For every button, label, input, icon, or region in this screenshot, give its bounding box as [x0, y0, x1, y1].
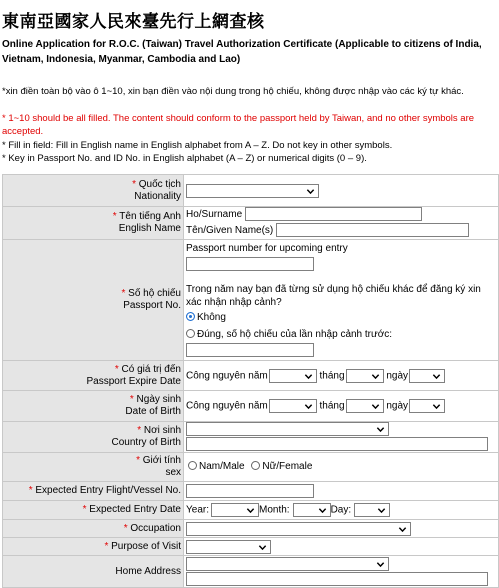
radio-male[interactable]	[188, 461, 197, 470]
note-vietnamese: *xin điền toàn bộ vào ô 1~10, xin bạn điền vào nội dung trong hộ chiếu, không được nhập vào các ký tự khác.	[2, 86, 464, 97]
expire-day-select[interactable]	[409, 369, 445, 383]
home-address-select[interactable]	[186, 557, 389, 571]
row-country-of-birth	[3, 422, 499, 453]
entry-date-label-text: Expected Entry Date	[89, 504, 181, 515]
row-home-address	[3, 556, 499, 588]
surname-input[interactable]	[245, 207, 422, 221]
entry-month-select[interactable]	[293, 503, 331, 517]
english-name-label-vi: Tên tiếng Anh	[119, 211, 181, 222]
birth-label-vi: Ngày sinh	[136, 394, 181, 405]
passport-upcoming-input[interactable]	[186, 257, 314, 271]
english-name-label	[3, 207, 184, 240]
chevron-down-icon	[376, 560, 385, 569]
gender-male-option[interactable]	[188, 461, 245, 472]
surname-label: Ho/Surname	[186, 209, 243, 220]
birth-day-select[interactable]	[409, 399, 445, 413]
required-mark: *	[82, 504, 87, 515]
required-mark: *	[123, 522, 128, 534]
purpose-select[interactable]	[186, 540, 271, 554]
passport-option-yes-label: Đúng, số hộ chiếu của lần nhập cảnh trước:	[197, 329, 393, 340]
note-fill-passport: * Key in Passport No. and ID No. in English alphabet (A – Z) or numerical digits (0 – 9).	[2, 153, 367, 164]
required-mark: *	[129, 394, 134, 405]
chevron-down-icon	[432, 402, 441, 411]
expire-day-label: ngày	[386, 370, 409, 382]
birthplace-label-vi: Nơi sinh	[143, 425, 181, 436]
passport-option-yes[interactable]	[186, 328, 496, 341]
purpose-label-text: Purpose of Visit	[111, 540, 181, 552]
expire-year-select[interactable]	[269, 369, 317, 383]
birth-day-label: ngày	[386, 400, 409, 412]
purpose-label	[3, 538, 184, 556]
birthplace-cell	[184, 422, 499, 453]
flight-input[interactable]	[186, 484, 314, 498]
row-purpose	[3, 538, 499, 556]
passport-previous-input[interactable]	[186, 343, 314, 357]
expire-year-label: Công nguyên năm	[186, 370, 268, 382]
occupation-label-text: Occupation	[130, 522, 181, 534]
home-address-label	[3, 556, 184, 588]
passport-question-text: Trong năm nay bạn đã từng sử dụng hộ chiếu khác để đăng ký xin xác nhận nhập cảnh?	[186, 284, 481, 308]
nationality-label-en: Nationality	[134, 190, 181, 202]
birthplace-input[interactable]	[186, 437, 488, 451]
chevron-down-icon	[371, 402, 380, 411]
birth-date-label	[3, 391, 184, 422]
row-expire-date	[3, 361, 499, 391]
flight-label	[3, 482, 184, 501]
row-gender	[3, 453, 499, 482]
required-mark: *	[137, 425, 142, 436]
expire-month-label: tháng	[319, 370, 345, 382]
passport-label-en: Passport No.	[123, 300, 181, 311]
note-english	[2, 112, 499, 138]
expire-label-vi: Có giá trị đến	[121, 363, 181, 375]
occupation-select[interactable]	[186, 522, 411, 536]
given-name-input[interactable]	[276, 223, 469, 237]
passport-question	[186, 283, 496, 309]
chevron-down-icon	[371, 372, 380, 381]
nationality-label	[3, 175, 184, 207]
gender-cell	[184, 453, 499, 482]
required-mark: *	[114, 363, 119, 375]
entry-date-cell	[184, 501, 499, 520]
occupation-label	[3, 520, 184, 538]
radio-no-selected[interactable]	[186, 312, 195, 321]
entry-year-select[interactable]	[211, 503, 259, 517]
birthplace-label	[3, 422, 184, 453]
radio-female[interactable]	[251, 461, 260, 470]
gender-label	[3, 453, 184, 482]
gender-male-label: Nam/Male	[199, 461, 245, 473]
passport-upcoming-label: Passport number for upcoming entry	[186, 243, 348, 254]
required-mark: *	[112, 211, 117, 222]
birthplace-label-en: Country of Birth	[111, 437, 181, 448]
chevron-down-icon	[304, 372, 313, 381]
passport-label	[3, 240, 184, 361]
row-nationality	[3, 175, 499, 207]
expire-month-select[interactable]	[346, 369, 384, 383]
passport-option-no-label: Không	[197, 312, 226, 323]
flight-label-text: Expected Entry Flight/Vessel No.	[35, 485, 181, 496]
gender-female-option[interactable]	[251, 461, 312, 472]
gender-female-label: Nữ/Female	[262, 461, 313, 473]
required-mark: *	[121, 288, 126, 299]
nationality-select[interactable]	[186, 184, 319, 198]
entry-year-label: Year:	[186, 504, 209, 516]
birth-month-label: tháng	[319, 400, 345, 412]
row-birth-date	[3, 391, 499, 422]
passport-label-vi: Số hộ chiếu	[128, 288, 181, 299]
page-subtitle: Online Application for R.O.C. (Taiwan) Travel Authorization Certificate (Applicable to citizens of India, Vietnam, Indonesia, Myanmar, Cambodia and Lao)	[2, 39, 482, 65]
row-occupation	[3, 520, 499, 538]
home-address-label-text: Home Address	[115, 565, 181, 577]
home-address-cell	[184, 556, 499, 588]
note-english-text: * 1~10 should be all filled. The content should conform to the passport held by Taiwan, and no other symbols are accepted.	[2, 113, 475, 137]
given-name-label: Tên/Given Name(s)	[186, 225, 274, 236]
occupation-cell	[184, 520, 499, 538]
flight-cell	[184, 482, 499, 501]
chevron-down-icon	[432, 372, 441, 381]
row-passport	[3, 240, 499, 361]
birth-year-label: Công nguyên năm	[186, 400, 268, 412]
english-name-cell	[184, 207, 499, 240]
birth-label-en: Date of Birth	[125, 406, 181, 417]
expire-date-label	[3, 361, 184, 391]
entry-day-label: Day:	[330, 504, 352, 516]
chevron-down-icon	[304, 402, 313, 411]
birthplace-select[interactable]	[186, 422, 389, 436]
english-name-label-en: English Name	[118, 223, 181, 234]
required-mark: *	[136, 455, 140, 466]
expire-date-cell	[184, 361, 499, 391]
entry-date-label	[3, 501, 184, 520]
chevron-down-icon	[398, 525, 407, 534]
required-mark: *	[104, 540, 109, 552]
page-title: 東南亞國家人民來臺先行上網查核	[2, 12, 265, 32]
row-english-name	[3, 207, 499, 240]
gender-label-vi: Giới tính	[142, 455, 181, 466]
birth-year-select[interactable]	[269, 399, 317, 413]
nationality-cell	[184, 175, 499, 207]
gender-label-en: sex	[165, 467, 181, 478]
chevron-down-icon	[246, 506, 255, 515]
chevron-down-icon	[318, 506, 327, 515]
chevron-down-icon	[258, 543, 267, 552]
birth-date-cell	[184, 391, 499, 422]
birth-month-select[interactable]	[346, 399, 384, 413]
application-form	[2, 174, 499, 588]
entry-month-label: Month:	[258, 504, 290, 516]
required-mark: *	[132, 178, 136, 190]
chevron-down-icon	[376, 425, 385, 434]
home-address-input[interactable]	[186, 572, 488, 586]
required-mark: *	[28, 485, 33, 496]
note-fill-name: * Fill in field: Fill in English name in English alphabet from A – Z. Do not key in other symbols.	[2, 140, 393, 151]
entry-day-select[interactable]	[354, 503, 390, 517]
row-entry-date	[3, 501, 499, 520]
passport-option-no[interactable]	[186, 311, 496, 324]
chevron-down-icon	[377, 506, 386, 515]
purpose-cell	[184, 538, 499, 556]
radio-yes[interactable]	[186, 329, 195, 338]
passport-cell	[184, 240, 499, 361]
chevron-down-icon	[306, 187, 315, 196]
row-flight	[3, 482, 499, 501]
nationality-label-vi: Quốc tịch	[138, 178, 181, 190]
expire-label-en: Passport Expire Date	[86, 375, 181, 387]
